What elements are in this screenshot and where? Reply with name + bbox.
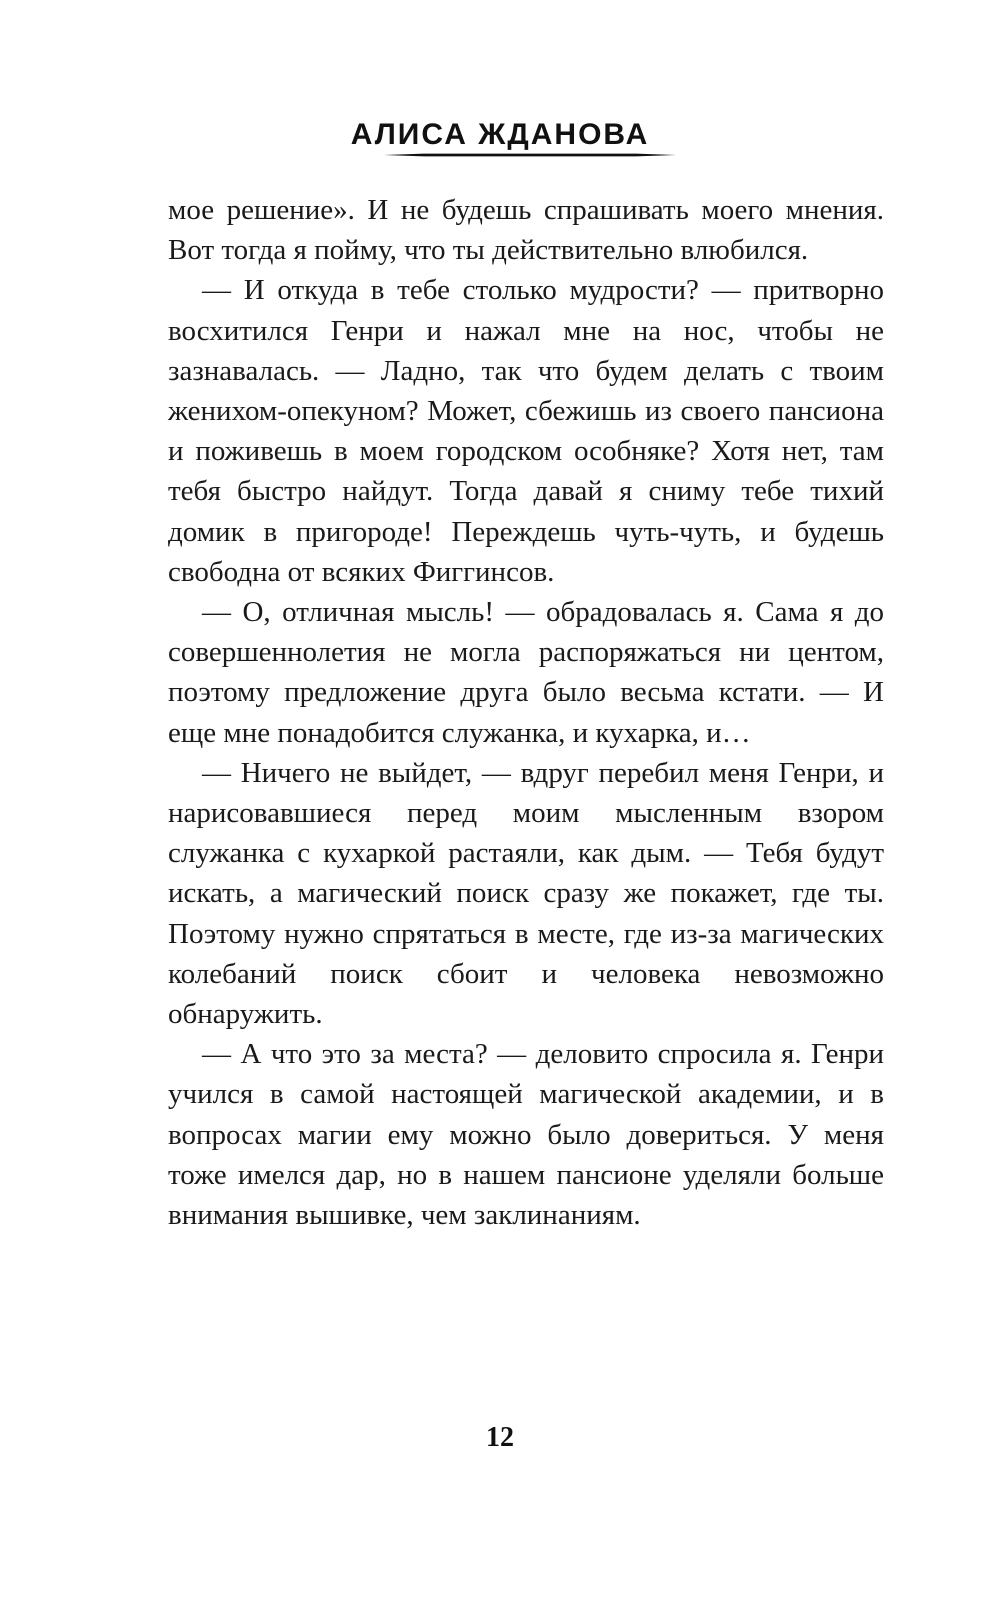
paragraph-2: — И откуда в тебе столько мудрости? — притворно восхитился Генри и нажал мне на нос, чтобы не зазнавалась. — Ладно, так что будем делать с твоим женихом-опекуном? Может, сбежишь из своего пансиона и поживешь в моем городском особняке? Хотя нет, там тебя быстро найдут. Тогда давай я сниму тебе тихий домик в пригороде! Переждешь чуть-чуть, и будешь свободна от всяких Фиггинсов. [168, 274, 884, 588]
author-name: АЛИСА ЖДАНОВА [350, 118, 650, 151]
header-rule-line [384, 153, 676, 157]
body-text [168, 190, 884, 1235]
page-number: 12 [486, 1422, 514, 1453]
running-head [0, 118, 1000, 152]
paragraph-3: — О, отличная мысль! — обрадовалась я. Сама я до совершеннолетия не могла распоряжаться ни центом, поэтому предложение друга было весьма кстати. — И еще мне понадобится служанка, и кухарка, и… [168, 596, 884, 749]
paragraph-4: — Ничего не выйдет, — вдруг перебил меня Генри, и нарисовавшиеся перед моим мысленным взором служанка с кухаркой растаяли, как дым. — Тебя будут искать, а магический поиск сразу же покажет, где ты. Поэтому нужно спрятаться в месте, где из-за магических колебаний поиск сбоит и человека невозможно обнаружить. [168, 756, 884, 1031]
header-rule [384, 153, 676, 157]
paragraph-1: мое решение». И не будешь спрашивать моего мнения. Вот тогда я пойму, что ты действительно влюбился. [168, 194, 884, 267]
paragraph-5: — А что это за места? — деловито спросила я. Генри учился в самой настоящей магической академии, и в вопросах магии ему можно было довериться. У меня тоже имелся дар, но в нашем пансионе уделяли больше внимания вышивке, чем заклинаниям. [168, 1038, 884, 1232]
